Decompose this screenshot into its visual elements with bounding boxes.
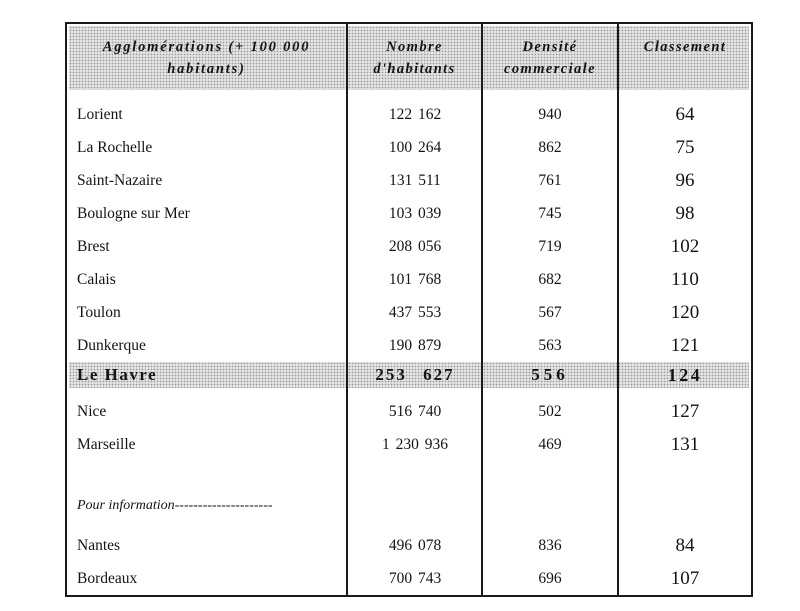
densite-value: 682: [538, 271, 562, 288]
densite-value: 567: [538, 304, 562, 321]
densite-value: 719: [538, 238, 562, 255]
densite-value: 556: [531, 365, 569, 384]
header-densite-line1: Densité: [522, 39, 578, 55]
population-value: 496 078: [388, 537, 442, 554]
classement-value: 107: [670, 568, 700, 589]
city-name: Dunkerque: [77, 337, 146, 354]
header-classement-text: Classement: [643, 39, 727, 55]
population-value: 208 056: [388, 238, 442, 255]
classement-value: 110: [671, 269, 699, 290]
city-name: Calais: [77, 271, 116, 288]
city-name: La Rochelle: [77, 139, 153, 156]
city-name: Boulogne sur Mer: [77, 205, 190, 222]
header-nombre-line1: Nombre: [386, 39, 443, 55]
header-agglomerations-line2: habitants): [167, 61, 246, 77]
header-classement: [619, 24, 751, 92]
city-name: Nice: [77, 403, 107, 420]
densite-value: 696: [538, 570, 562, 587]
header-nombre-line2: d'habitants: [373, 61, 456, 77]
header-nombre: [348, 24, 481, 92]
classement-value: 102: [670, 236, 700, 257]
densite-value: 469: [538, 436, 562, 453]
header-densite-line2: commerciale: [504, 61, 596, 77]
city-name: Nantes: [77, 537, 121, 554]
classement-value: 127: [670, 401, 700, 422]
densite-value: 745: [538, 205, 562, 222]
city-name: Lorient: [77, 106, 123, 123]
city-name: Bordeaux: [77, 570, 138, 587]
population-value: 700 743: [388, 570, 442, 587]
classement-value: 131: [670, 434, 700, 455]
classement-value: 121: [670, 335, 700, 356]
classement-value: 75: [675, 137, 695, 158]
city-name: Brest: [77, 238, 110, 255]
header-agglomerations-line1: Agglomérations (+ 100 000: [102, 39, 311, 55]
population-value: 190 879: [388, 337, 442, 354]
column-divider: [346, 24, 348, 595]
population-value: 1 230 936: [382, 436, 448, 453]
densite-value: 761: [538, 172, 562, 189]
city-name: Marseille: [77, 436, 136, 453]
population-value: 131 511: [389, 172, 441, 189]
header-agglomerations: [67, 24, 346, 92]
header-densite: [483, 24, 617, 92]
densite-value: 563: [538, 337, 562, 354]
classement-value: 96: [675, 170, 695, 191]
population-value: 437 553: [388, 304, 442, 321]
densite-value: 502: [538, 403, 562, 420]
population-value: 122 162: [388, 106, 442, 123]
densite-value: 862: [538, 139, 562, 156]
classement-value: 64: [675, 104, 695, 125]
classement-value: 98: [675, 203, 695, 224]
city-name: Le Havre: [77, 365, 158, 384]
densite-value: 836: [538, 537, 562, 554]
info-label: Pour information---------------------: [77, 498, 273, 513]
population-value: 516 740: [388, 403, 442, 420]
classement-value: 124: [667, 365, 703, 385]
agglomerations-table: [65, 22, 753, 597]
population-value: 103 039: [388, 205, 442, 222]
population-value: 100 264: [388, 139, 442, 156]
city-name: Saint-Nazaire: [77, 172, 163, 189]
city-name: Toulon: [77, 304, 121, 321]
population-value: 253 627: [375, 365, 455, 384]
classement-value: 120: [670, 302, 700, 323]
densite-value: 940: [538, 106, 562, 123]
population-value: 101 768: [388, 271, 442, 288]
classement-value: 84: [675, 535, 695, 556]
